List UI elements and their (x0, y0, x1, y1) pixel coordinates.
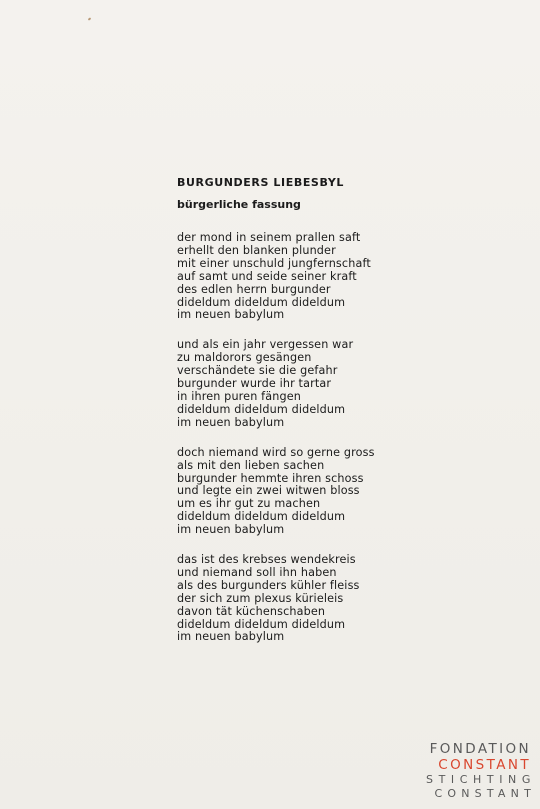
poem-line: erhellt den blanken plunder (177, 243, 336, 257)
poem-line: der sich zum plexus kürieleis (177, 591, 344, 605)
poem-line: dideldum dideldum dideldum (177, 617, 346, 631)
poem (177, 176, 375, 661)
stanza-4 (177, 554, 375, 644)
foundation-watermark-logo (421, 741, 536, 801)
poem-line: und als ein jahr vergessen war (177, 338, 354, 352)
poem-line: in ihren puren fängen (177, 389, 302, 403)
watermark-line-3: STICHTING (425, 773, 536, 786)
poem-line: im neuen babylum (177, 308, 285, 322)
poem-line: dideldum dideldum dideldum (177, 510, 346, 524)
poem-line: und niemand soll ihn haben (177, 565, 337, 579)
poem-line: dideldum dideldum dideldum (177, 402, 346, 416)
poem-line: das ist des krebses wendekreis (177, 553, 356, 567)
poem-line: dideldum dideldum dideldum (177, 295, 346, 309)
poem-line: als mit den lieben sachen (177, 458, 325, 472)
watermark-line-2: CONSTANT (438, 757, 531, 773)
poem-line: im neuen babylum (177, 415, 285, 429)
poem-title: BURGUNDERS LIEBESBYL (177, 176, 345, 189)
stanza-1 (177, 232, 375, 322)
poem-line: zu maldorors gesängen (177, 351, 312, 365)
stanza-2 (177, 339, 375, 429)
poem-line: burgunder wurde ihr tartar (177, 377, 332, 391)
poem-line: im neuen babylum (177, 630, 285, 644)
paper-speck (88, 17, 92, 20)
poem-line: verschändete sie die gefahr (177, 364, 338, 378)
poem-line: der mond in seinem prallen saft (177, 231, 361, 244)
stanza-3 (177, 447, 375, 537)
poem-line: als des burgunders kühler fleiss (177, 578, 360, 592)
poem-line: des edlen herrn burgunder (177, 282, 331, 296)
watermark-line-1: FONDATION (429, 741, 531, 757)
poem-body (177, 232, 375, 644)
poem-line: im neuen babylum (177, 523, 285, 537)
poem-line: davon tät küchenschaben (177, 604, 326, 618)
poem-line: doch niemand wird so gerne gross (177, 445, 375, 459)
poem-line: auf samt und seide seiner kraft (177, 269, 357, 283)
poem-subtitle: bürgerliche fassung (177, 198, 301, 211)
poem-line: burgunder hemmte ihren schoss (177, 471, 364, 485)
poem-line: und legte ein zwei witwen bloss (177, 484, 360, 498)
poem-line: mit einer unschuld jungfernschaft (177, 256, 371, 270)
watermark-line-4: CONSTANT (434, 787, 536, 800)
poem-line: um es ihr gut zu machen (177, 497, 321, 511)
